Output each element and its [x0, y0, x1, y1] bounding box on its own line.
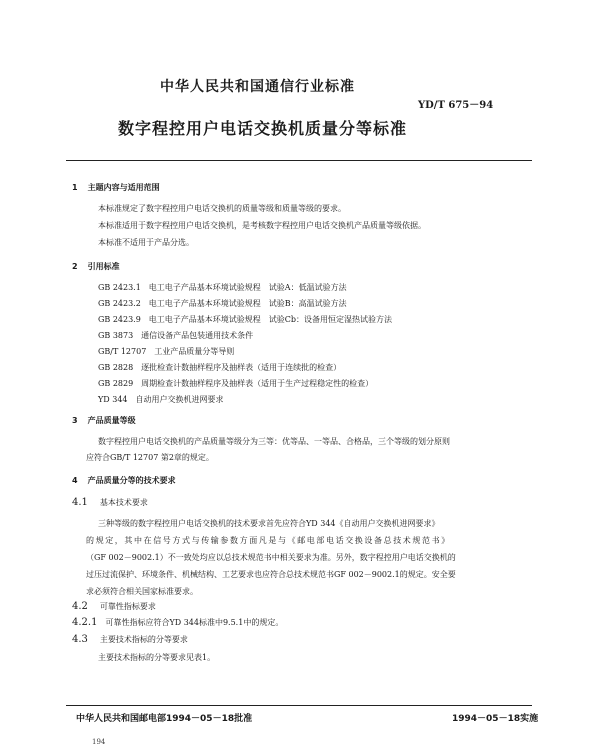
- reference-item: GB/T 12707 工业产品质量分等导则: [98, 347, 235, 356]
- header-rule: [66, 160, 532, 161]
- section-4-heading: [72, 475, 176, 486]
- standard-code: YD/T 675－94: [418, 100, 494, 111]
- subsection-4-2-heading: [72, 601, 156, 612]
- paragraph: 本标准不适用于产品分选。: [98, 238, 194, 247]
- paragraph: 本标准规定了数字程控用户电话交换机的质量等级和质量等级的要求。: [98, 204, 346, 213]
- reference-item: GB 2423.1 电工电子产品基本环境试验规程 试验A：低温试验方法: [98, 283, 347, 292]
- paragraph: 应符合GB/T 12707 第2章的规定。: [86, 453, 214, 462]
- section-number: 1: [72, 183, 78, 192]
- paragraph: 的规定，其中在信号方式与传输参数方面凡是与《邮电部电话交换设备总技术规范书》: [86, 536, 451, 545]
- section-number: 4: [72, 476, 78, 485]
- section-3-heading: [72, 415, 136, 426]
- subsection-title: 基本技术要求: [99, 498, 148, 507]
- subsection-number: 4.3: [72, 634, 88, 645]
- paragraph: 过压过流保护、环境条件、机械结构、工艺要求也应符合总技术规范书GF 002－9002.1的规定。安全要: [86, 570, 456, 579]
- section-title: 产品质量分等的技术要求: [87, 476, 176, 485]
- paragraph: 求必须符合相关国家标准要求。: [86, 587, 198, 596]
- subsection-4-1-heading: [72, 497, 148, 508]
- subsection-number: 4.2: [72, 601, 88, 612]
- section-title: 主题内容与适用范围: [87, 183, 160, 192]
- reference-item: GB 2828 逐批检查计数抽样程序及抽样表（适用于连续批的检查）: [98, 363, 342, 372]
- page-number: 194: [92, 738, 106, 746]
- section-1-heading: [72, 182, 160, 193]
- subsection-number: 4.2.1: [72, 617, 98, 628]
- implementation-date: 1994－05－18实施: [452, 714, 539, 724]
- section-title: 引用标准: [87, 262, 120, 271]
- subsection-4-3-heading: [72, 634, 188, 645]
- section-2-heading: [72, 261, 120, 272]
- footer-rule: [66, 705, 532, 706]
- subsection-title: 主要技术指标的分等要求: [99, 635, 188, 644]
- paragraph: （GF 002－9002.1）不一致处均应以总技术规范书中相关要求为准。另外，数字程控用户电话交换机的: [86, 553, 456, 562]
- reference-item: GB 3873 通信设备产品包装通用技术条件: [98, 331, 254, 340]
- subsection-text: 可靠性指标应符合YD 344标准中9.5.1中的规定。: [105, 618, 284, 627]
- reference-item: GB 2829 周期检查计数抽样程序及抽样表（适用于生产过程稳定性的检查）: [98, 379, 374, 388]
- reference-item: GB 2423.9 电工电子产品基本环境试验规程 试验Cb：设备用恒定湿热试验方法: [98, 315, 393, 324]
- subsection-title: 可靠性指标要求: [99, 602, 156, 611]
- document-title: 数字程控用户电话交换机质量分等标准: [118, 119, 408, 138]
- reference-item: YD 344 自动用户交换机进网要求: [98, 395, 224, 404]
- section-title: 产品质量等级: [87, 416, 136, 425]
- paragraph: 本标准适用于数字程控用户电话交换机，是考核数字程控用户电话交换机产品质量等级依据。: [98, 221, 426, 230]
- standard-org: 中华人民共和国通信行业标准: [160, 79, 355, 95]
- subsection-number: 4.1: [72, 497, 88, 508]
- approval-line: 中华人民共和国邮电部1994－05－18批准: [76, 714, 253, 724]
- paragraph: 主要技术指标的分等要求见表1。: [98, 653, 216, 662]
- paragraph: 数字程控用户电话交换机的产品质量等级分为三等：优等品、一等品、合格品，三个等级的划分原则: [98, 437, 450, 446]
- reference-item: GB 2423.2 电工电子产品基本环境试验规程 试验B：高温试验方法: [98, 299, 347, 308]
- section-number: 3: [72, 416, 78, 425]
- subsection-4-2-1: [72, 617, 283, 628]
- section-number: 2: [72, 262, 78, 271]
- paragraph: 三种等级的数字程控用户电话交换机的技术要求首先应符合YD 344《自动用户交换机进网要求》: [98, 519, 440, 528]
